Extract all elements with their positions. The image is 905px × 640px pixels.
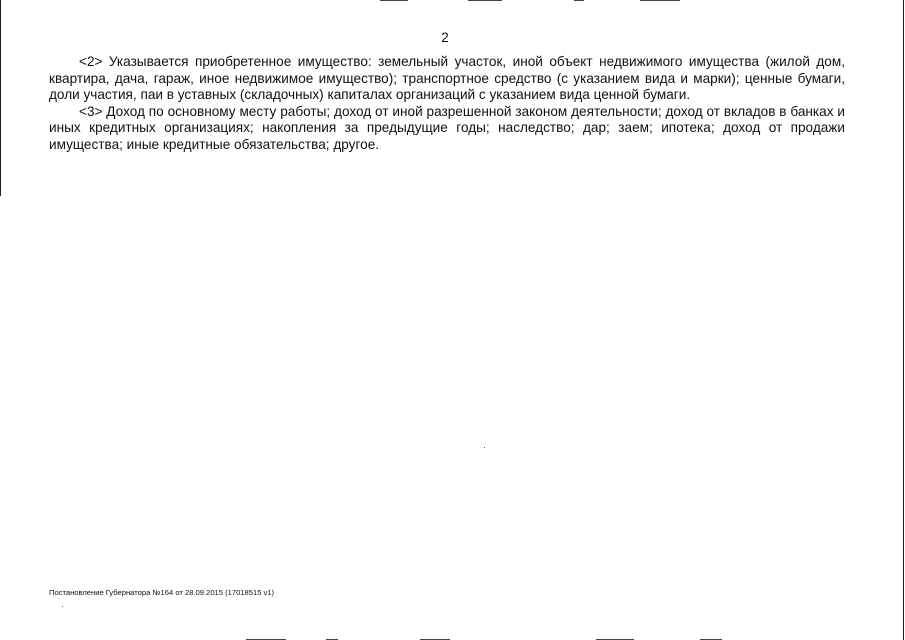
page-number: 2 xyxy=(441,30,449,45)
scan-right-edge xyxy=(903,0,904,640)
footnotes-block xyxy=(49,54,845,153)
scan-speck xyxy=(484,447,485,448)
document-footer: Постановление Губернатора №164 от 28.09.2015 (17018515 v1) xyxy=(49,588,275,597)
footnote-3: <3> Доход по основному месту работы; доход от иной разрешенной законом деятельности; доход от вкладов в банках и иных кредитных организациях; накопления за предыдущие годы; наследство; дар; заем; ипотека; доход от продажи имущества; иные кредитные обязательства; другое. xyxy=(49,103,845,152)
footnote-2: <2> Указывается приобретенное имущество: земельный участок, иной объект недвижимого имущества (жилой дом, квартира, дача, гараж, иное недвижимое имущество); транспортное средство (с указанием вида и марки); ценные бумаги, доли участия, паи в уставных (складочных) капиталах организаций с указанием вида ценной бумаги. xyxy=(49,54,845,102)
scan-speck xyxy=(62,606,63,607)
scan-top-marks xyxy=(0,0,905,2)
